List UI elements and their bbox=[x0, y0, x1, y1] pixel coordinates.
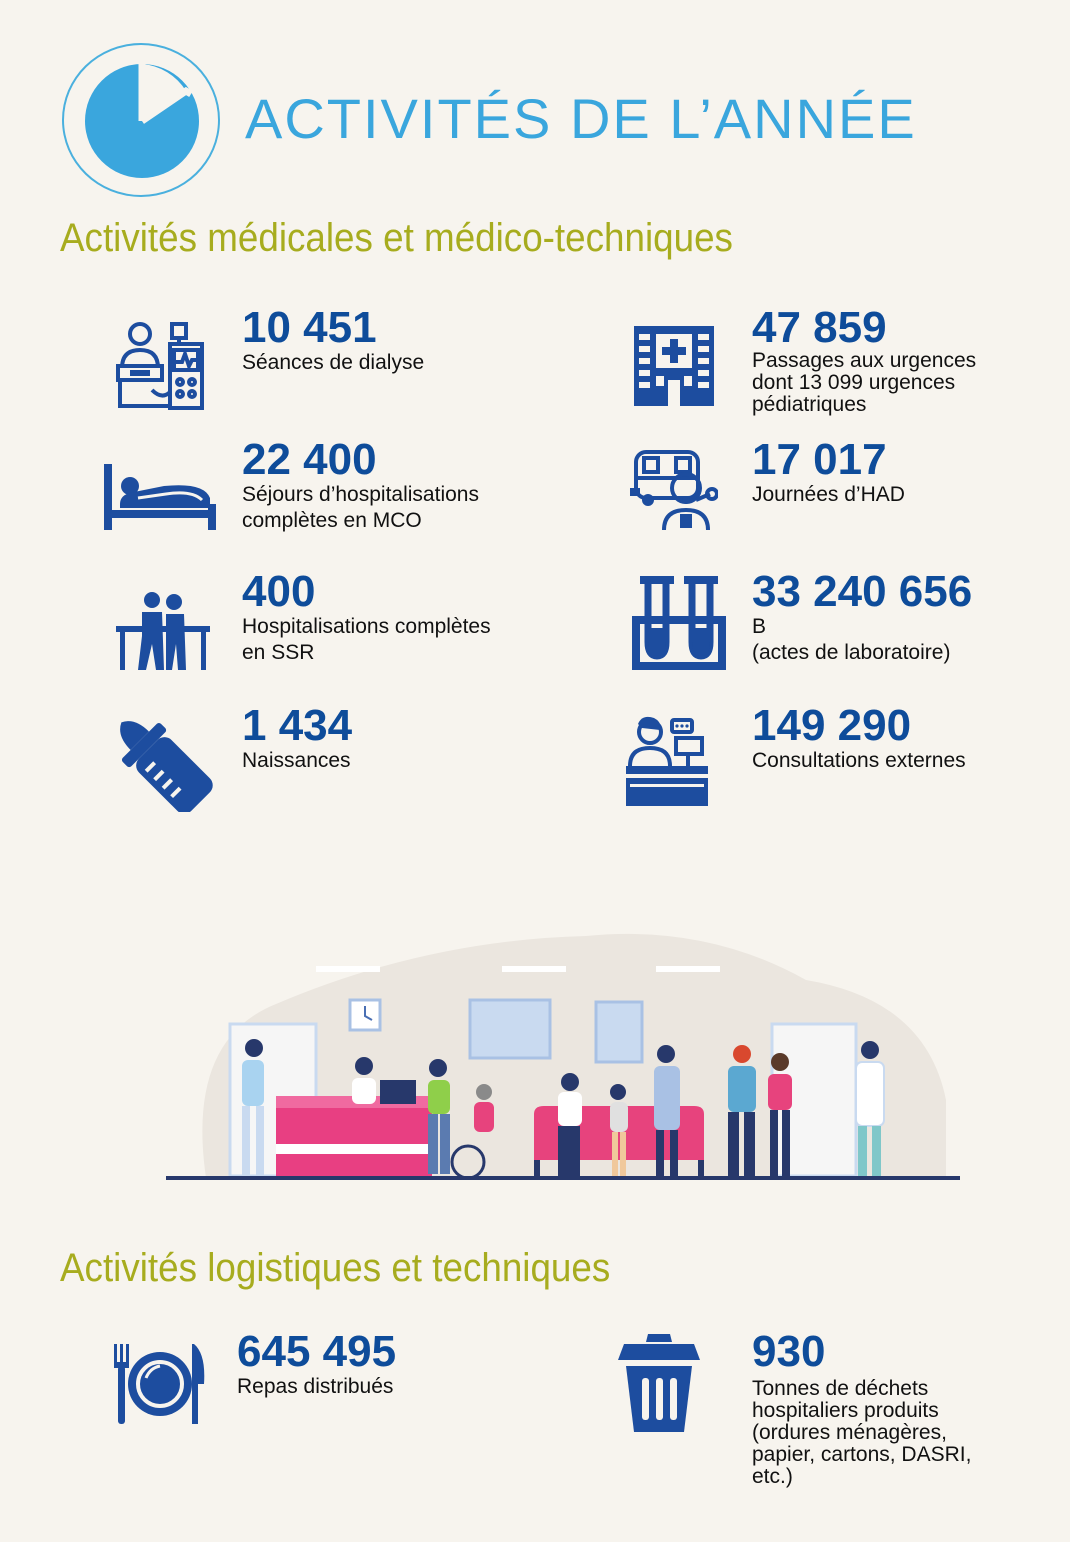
stat-value: 1 434 bbox=[242, 701, 353, 750]
stat-value: 930 bbox=[752, 1327, 826, 1376]
stat-laboratory bbox=[752, 567, 973, 666]
hospital-bed-icon bbox=[104, 464, 216, 530]
stat-births bbox=[242, 701, 353, 774]
trash-bin-icon bbox=[618, 1334, 700, 1432]
stat-label: Passages aux urgences dont 13 099 urgences pédiatriques bbox=[752, 349, 977, 416]
stat-value: 17 017 bbox=[752, 435, 887, 484]
section-title-medical: Activités médicales et médico-techniques bbox=[60, 216, 733, 260]
stat-value: 22 400 bbox=[242, 435, 377, 484]
section-title-logistic: Activités logistiques et techniques bbox=[60, 1246, 611, 1290]
rehabilitation-icon bbox=[116, 592, 210, 670]
pie-chart-icon bbox=[82, 61, 202, 181]
stat-ssr bbox=[242, 567, 491, 666]
doctor-desk-icon bbox=[620, 716, 710, 806]
stat-had bbox=[752, 435, 905, 508]
stat-label: Naissances bbox=[242, 749, 351, 772]
stat-label: Séances de dialyse bbox=[242, 351, 425, 374]
stat-value: 33 240 656 bbox=[752, 567, 973, 616]
baby-bottle-icon bbox=[108, 712, 214, 812]
test-tubes-icon bbox=[632, 576, 726, 670]
hospital-waiting-room-illustration bbox=[166, 920, 960, 1184]
hospital-building-icon bbox=[634, 326, 714, 406]
home-care-nurse-icon bbox=[630, 448, 718, 532]
stat-emergency bbox=[752, 303, 977, 416]
dialysis-icon bbox=[112, 320, 208, 410]
stat-hospitalisations-mco bbox=[242, 435, 479, 534]
stat-label: Tonnes de déchets hospitaliers produits (ordures ménagères, papier, cartons, DASRI, etc.) bbox=[752, 1377, 972, 1488]
stat-meals bbox=[237, 1327, 397, 1400]
stat-label: Séjours d’hospitalisations complètes en MCO bbox=[242, 483, 479, 532]
stat-value: 645 495 bbox=[237, 1327, 397, 1376]
stat-dialysis bbox=[242, 303, 425, 376]
header-icon-circle bbox=[62, 43, 220, 197]
stat-label: Repas distribués bbox=[237, 1375, 394, 1398]
stat-value: 47 859 bbox=[752, 303, 887, 352]
stat-value: 10 451 bbox=[242, 303, 377, 352]
plate-cutlery-icon bbox=[112, 1344, 208, 1424]
stat-value: 400 bbox=[242, 567, 316, 616]
stat-label: Hospitalisations complètes en SSR bbox=[242, 615, 491, 664]
stat-label: Consultations externes bbox=[752, 749, 966, 772]
page-title: ACTIVITÉS DE L’ANNÉE bbox=[245, 87, 917, 150]
stat-consultations bbox=[752, 701, 966, 774]
stat-label: B (actes de laboratoire) bbox=[752, 615, 951, 664]
stat-waste bbox=[752, 1327, 972, 1488]
stat-label: Journées d’HAD bbox=[752, 483, 905, 506]
stat-value: 149 290 bbox=[752, 701, 912, 750]
